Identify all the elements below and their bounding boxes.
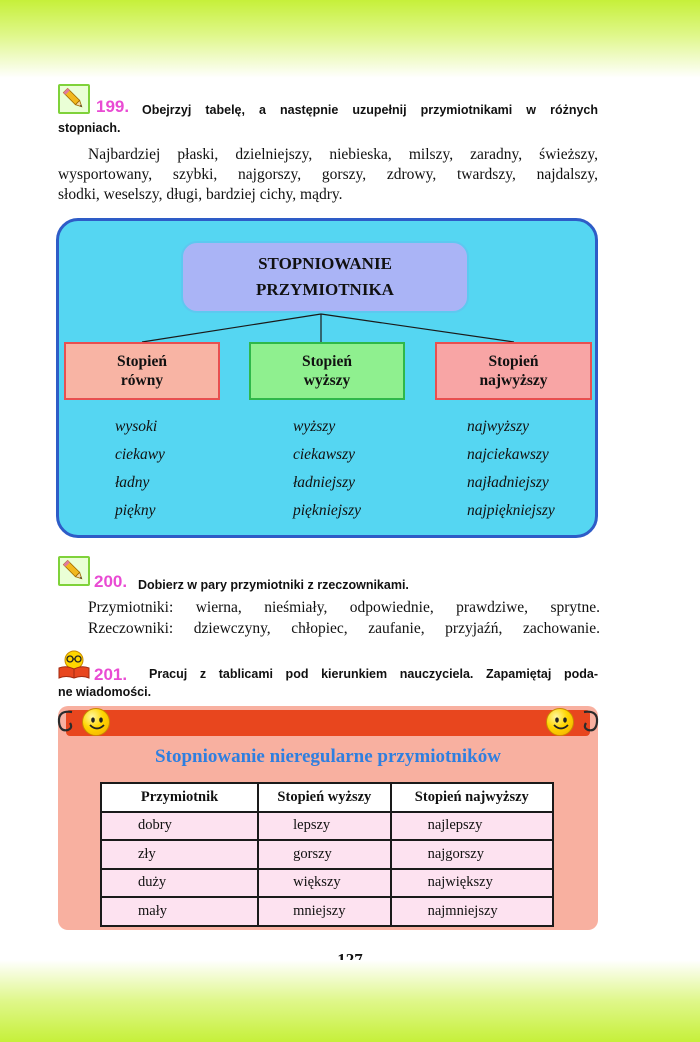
degree-box-superlative <box>435 342 592 400</box>
column-header: Stopień najwyższy <box>391 783 553 812</box>
degree-label: najwyższy <box>479 372 548 389</box>
scroll-curl-right <box>582 708 600 738</box>
exercise-text-line: Najbardziej płaski, dzielniejszy, niebieska, milszy, zaradny, świeższy, <box>88 146 598 163</box>
reading-glasses-icon <box>56 648 92 680</box>
table-header-row <box>101 783 553 812</box>
table-cell: największy <box>391 869 553 898</box>
exercise-text-line: Rzeczowniki: dziewczyny, chłopiec, zaufanie, przyjaźń, zachowanie. <box>88 620 600 637</box>
table-cell: najgorszy <box>391 840 553 869</box>
degree-label: wyższy <box>303 372 351 389</box>
table-cell: mały <box>101 897 258 926</box>
panel-title: Stopniowanie nieregularne przymiotników <box>155 746 501 767</box>
table-cell: dobry <box>101 812 258 841</box>
pencil-icon <box>58 84 90 114</box>
exercise-instruction: Dobierz w pary przymiotniki z rzeczownikami. <box>138 578 409 592</box>
example-word: ładny <box>115 474 150 491</box>
exercise-number: 200. <box>94 572 128 591</box>
table-row <box>101 869 553 898</box>
exercise-instruction: Pracuj z tablicami pod kierunkiem nauczyciela. Zapamiętaj poda- <box>149 667 598 681</box>
irregular-adjectives-table <box>100 782 554 927</box>
table-row <box>101 812 553 841</box>
column-header: Stopień wyższy <box>258 783 390 812</box>
degree-box-comparative <box>249 342 405 400</box>
smiley-icon <box>82 708 110 736</box>
table-cell: lepszy <box>258 812 390 841</box>
example-word: najciekawszy <box>467 446 549 463</box>
degree-label: Stopień <box>488 353 539 370</box>
table-row <box>101 897 553 926</box>
example-word: ładniejszy <box>293 474 355 491</box>
exercise-text-line: wysportowany, szybki, najgorszy, gorszy, zdrowy, twardszy, najdalszy, <box>58 166 598 183</box>
exercise-text-line: Przymiotniki: wierna, nieśmiały, odpowiednie, prawdziwe, sprytne. <box>88 599 600 616</box>
bottom-gradient-band <box>0 960 700 1042</box>
degree-label: równy <box>120 372 164 389</box>
table-cell: zły <box>101 840 258 869</box>
example-word: wyższy <box>293 418 336 435</box>
table-cell: większy <box>258 869 390 898</box>
scroll-curl-left <box>56 708 74 738</box>
example-word: najładniejszy <box>467 474 549 491</box>
table-cell: najlepszy <box>391 812 553 841</box>
table-row <box>101 840 553 869</box>
table-cell: gorszy <box>258 840 390 869</box>
exercise-instruction-cont: stopniach. <box>58 121 121 135</box>
exercise-instruction-cont: ne wiadomości. <box>58 685 152 699</box>
example-word: piękniejszy <box>293 502 362 519</box>
top-gradient-band <box>0 0 700 78</box>
scheme-title <box>181 241 469 313</box>
exercise-instruction: Obejrzyj tabelę, a następnie uzupełnij przymiotnikami w różnych <box>142 103 598 117</box>
pencil-icon <box>58 556 90 586</box>
degree-box-positive <box>64 342 220 400</box>
degree-label: Stopień <box>302 353 352 370</box>
exercise-number: 201. <box>94 665 128 684</box>
scheme-title-line: PRZYMIOTNIKA <box>256 280 394 299</box>
exercise-text-line: słodki, weselszy, długi, bardziej cichy, mądry. <box>58 186 343 203</box>
example-word: ciekawszy <box>293 446 355 463</box>
scheme-title-line: STOPNIOWANIE <box>258 254 392 273</box>
connector-lines <box>56 312 598 344</box>
example-word: najwyższy <box>467 418 529 435</box>
table-cell: najmniejszy <box>391 897 553 926</box>
column-header: Przymiotnik <box>101 783 258 812</box>
exercise-number: 199. <box>96 97 130 116</box>
table-cell: mniejszy <box>258 897 390 926</box>
example-word: piękny <box>115 502 156 519</box>
example-word: najpiękniejszy <box>467 502 555 519</box>
table-cell: duży <box>101 869 258 898</box>
smiley-icon <box>546 708 574 736</box>
example-word: ciekawy <box>115 446 165 463</box>
degree-label: Stopień <box>117 353 167 370</box>
ribbon-banner <box>66 710 590 736</box>
example-word: wysoki <box>115 418 158 435</box>
